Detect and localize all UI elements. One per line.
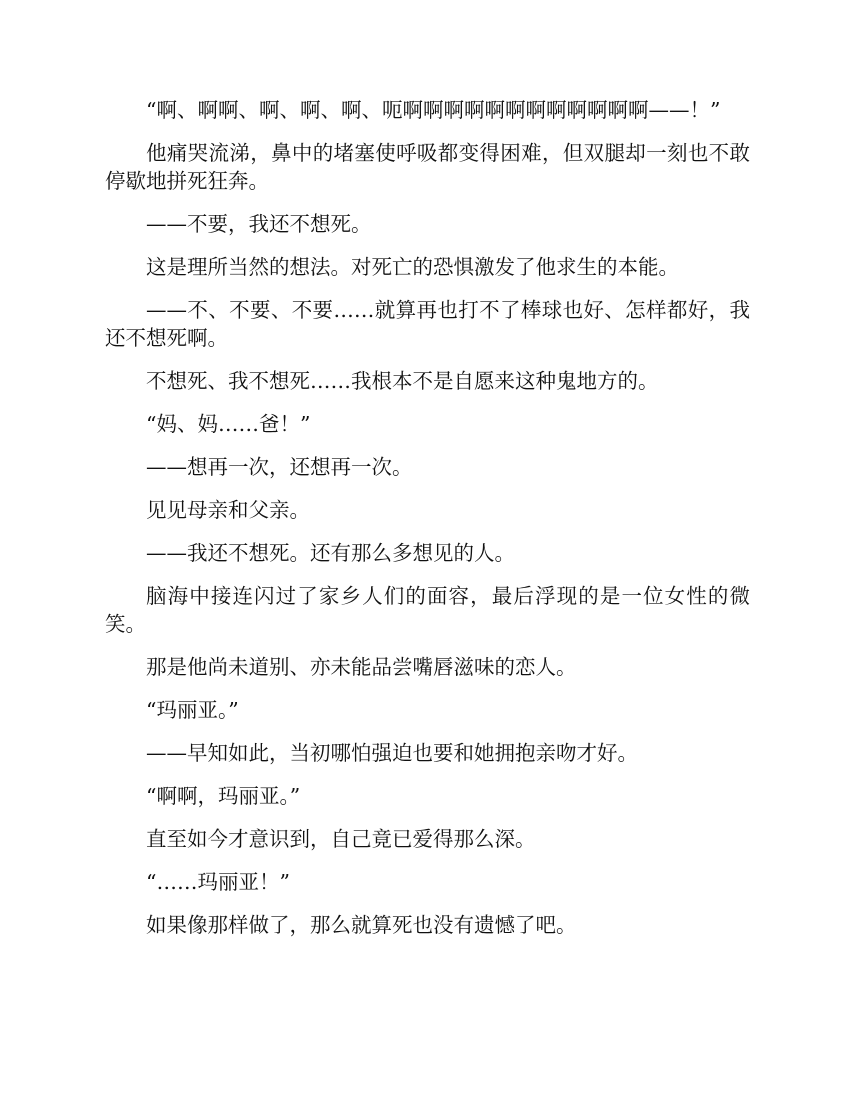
paragraph: “妈、妈……爸！”	[146, 412, 311, 436]
paragraph: ——我还不想死。还有那么多想见的人。	[146, 541, 515, 565]
paragraph: ——不、不要、不要……就算再也打不了棒球也好、怎样都好，我还不想死啊。	[105, 298, 750, 350]
paragraph: 那是他尚未道别、亦未能品尝嘴唇滋味的恋人。	[146, 655, 577, 679]
paragraph: ——早知如此，当初哪怕强迫也要和她拥抱亲吻才好。	[146, 741, 638, 765]
paragraph: “啊啊，玛丽亚。”	[146, 784, 301, 808]
paragraph: 直至如今才意识到，自己竟已爱得那么深。	[146, 827, 536, 851]
paragraph: “玛丽亚。”	[146, 698, 239, 722]
paragraph: 不想死、我不想死……我根本不是自愿来这种鬼地方的。	[146, 369, 659, 393]
paragraph: 他痛哭流涕，鼻中的堵塞使呼吸都变得困难，但双腿却一刻也不敢停歇地拼死狂奔。	[105, 141, 750, 193]
paragraph: 脑海中接连闪过了家乡人们的面容，最后浮现的是一位女性的微笑。	[105, 584, 750, 636]
document-page	[105, 96, 750, 954]
paragraph: “啊、啊啊、啊、啊、啊、呃啊啊啊啊啊啊啊啊啊啊啊啊——！”	[146, 98, 721, 122]
paragraph: 这是理所当然的想法。对死亡的恐惧激发了他求生的本能。	[146, 255, 679, 279]
paragraph: ——想再一次，还想再一次。	[146, 455, 413, 479]
paragraph: ——不要，我还不想死。	[146, 212, 372, 236]
paragraph: 见见母亲和父亲。	[146, 498, 310, 522]
paragraph: 如果像那样做了，那么就算死也没有遗憾了吧。	[146, 913, 577, 937]
paragraph: “……玛丽亚！”	[146, 870, 290, 894]
